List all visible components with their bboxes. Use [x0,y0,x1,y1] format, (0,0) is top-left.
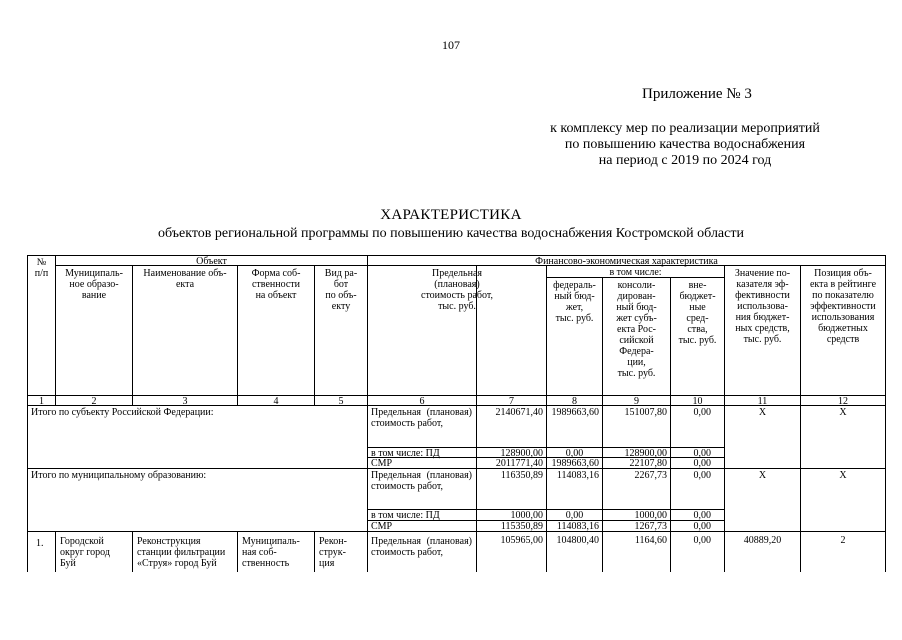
item-total: 105965,00 [500,535,543,546]
col-number: 8 [572,396,577,407]
col-number: 10 [692,396,703,407]
municipal-pd-offbudget: 0,00 [693,510,711,521]
col-number: 11 [757,396,768,407]
item-ownership: Муниципаль- ная соб- ственность [242,536,300,569]
subject-smr-offbudget: 0,00 [693,458,711,469]
subject-indicator: X [758,407,767,418]
header-work-type: Вид ра- бот по объ- екту [324,268,358,312]
subject-pd-consolidated: 128900,00 [624,448,667,459]
subject-pd-total: 128900,00 [500,448,543,459]
document-subtitle: объектов региональной программы по повышению качества водоснабжения Костромской области [158,226,744,241]
col-number: 4 [273,396,279,407]
item-consolidated: 1164,60 [634,535,667,546]
municipal-total-value: 116350,89 [500,470,543,481]
header-num: № п/п [34,257,49,279]
item-indicator: 40889,20 [743,535,782,546]
item-offbudget: 0,00 [693,535,711,546]
municipal-federal-value: 114083,16 [556,470,599,481]
col-number: 9 [634,396,639,407]
subject-kind-pd: в том числе: ПД [371,448,440,459]
subject-offbudget-value: 0,00 [693,407,711,418]
municipal-smr-total: 115350,89 [500,521,543,532]
header-object: Объект [196,256,227,267]
appendix-title: Приложение № 3 [642,86,752,102]
header-max-cost: Предельная (плановая) стоимость работ, тыс. руб. [421,268,493,312]
header-indicator: Значение по- казателя эф- фективности использова- ния бюджет- ных средств, тыс. руб. [734,268,791,345]
document-title: ХАРАКТЕРИСТИКА [380,207,522,223]
header-municipality: Муниципаль- ное образо- вание [65,268,123,301]
item-object: Реконструкция станции фильтрации «Струя» город Буй [137,536,226,569]
header-consolidated: консоли- дирован- ный бюд- жет субъ- екта Рос- сийской Федера- ции, тыс. руб. [616,280,657,379]
header-offbudget: вне- бюджет- ные сред- ства, тыс. руб. [678,280,717,346]
header-rating: Позиция объ- екта в рейтинге по показателю эффективности использования бюджетных средств [809,268,877,345]
municipal-kind-max: Предельная (плановая) стоимость работ, [371,470,472,492]
header-including: в том числе: [609,267,662,278]
municipal-smr-federal: 114083,16 [556,521,599,532]
col-number: 2 [91,396,97,407]
col-number: 6 [419,396,425,407]
page-number: 107 [442,38,460,52]
subject-kind-max: Предельная (плановая) стоимость работ, [371,407,472,429]
subject-smr-federal: 1989663,60 [551,458,599,469]
subject-consolidated-value: 151007,80 [624,407,667,418]
subject-smr-total: 2011771,40 [495,458,543,469]
col-number: 5 [338,396,344,407]
subject-rating: X [839,407,847,418]
municipal-indicator: X [758,470,767,481]
header-ownership: Форма соб- ственности на объект [251,268,301,301]
col-number: 1 [39,396,44,407]
municipal-smr-offbudget: 0,00 [693,521,711,532]
col-number: 3 [182,396,188,407]
col-number: 7 [509,396,514,407]
item-kind: Предельная (плановая) стоимость работ, [371,536,472,558]
appendix-subtitle: к комплексу мер по реализации мероприятий по повышению качества водоснабжения на период с 2019 по 2024 год [550,121,820,168]
header-object-name: Наименование объ- екта [143,268,227,290]
municipal-pd-federal: 0,00 [565,510,584,521]
col-number: 12 [838,396,848,407]
subject-kind-smr: СМР [371,458,393,469]
municipal-total-label: Итого по муниципальному образованию: [31,470,207,481]
item-federal: 104800,40 [556,535,599,546]
subject-federal-value: 1989663,60 [551,407,599,418]
subject-total-label: Итого по субъекту Российской Федерации: [31,407,214,418]
subject-pd-offbudget: 0,00 [693,448,711,459]
municipal-pd-consolidated: 1000,00 [634,510,667,521]
municipal-consolidated-value: 2267,73 [634,470,667,481]
municipal-kind-smr: СМР [371,521,393,532]
subject-pd-federal: 0,00 [565,448,584,459]
item-num: 1. [36,538,44,549]
item-rating: 2 [840,535,846,546]
header-federal: федераль- ный бюд- жет, тыс. руб. [553,280,596,324]
municipal-smr-consolidated: 1267,73 [634,521,667,532]
header-finance: Финансово-экономическая характеристика [535,256,718,267]
municipal-pd-total: 1000,00 [510,510,543,521]
item-work-type: Рекон- струк- ция [319,536,347,569]
item-municipality: Городской округ город Буй [60,536,110,569]
subject-smr-consolidated: 22107,80 [629,458,667,469]
municipal-rating: X [839,470,847,481]
municipal-offbudget-value: 0,00 [693,470,711,481]
subject-total-value: 2140671,40 [495,407,543,418]
municipal-kind-pd: в том числе: ПД [371,510,440,521]
